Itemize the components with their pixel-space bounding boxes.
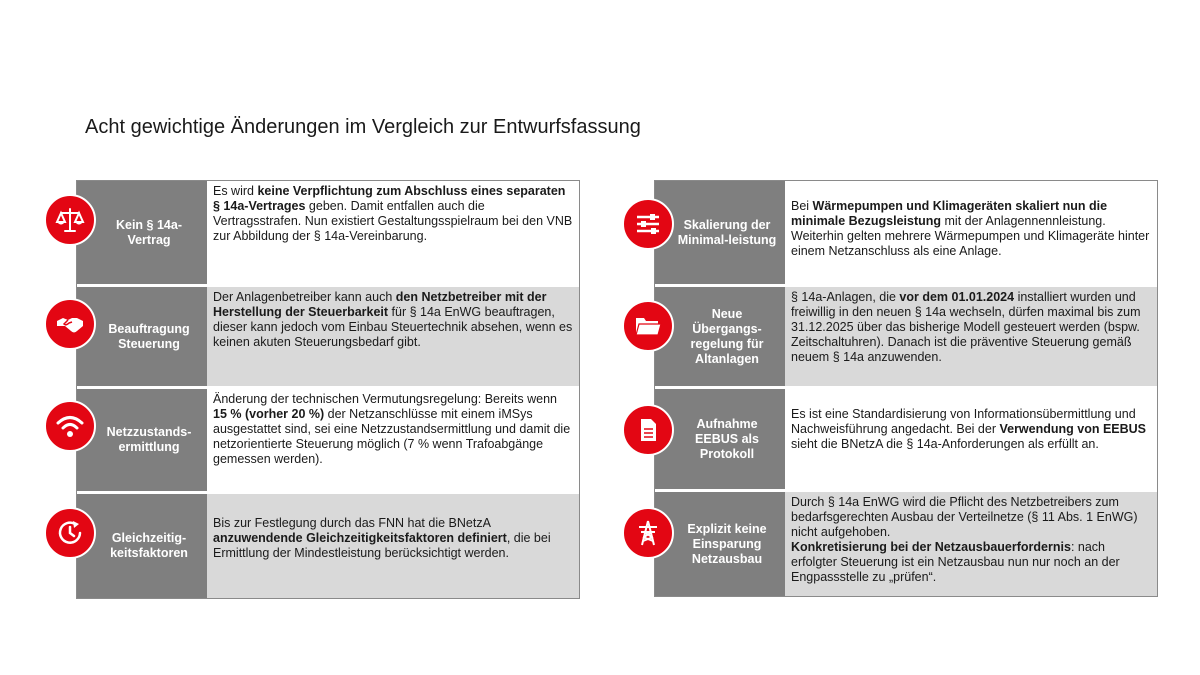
row-netzzustand <box>77 389 579 491</box>
row-text: § 14a-Anlagen, die vor dem 01.01.2024 installiert wurden und freiwillig in den neuen § 14a wechseln, dürfen maximal bis zum 31.12.2025 über das bisherige Modell gesteuert werden (bspw. Zeitschaltuhren). Danach ist die präventive Steuerung gemäß neuem § 14a anzuwenden. <box>785 287 1157 386</box>
row-label: Beauftragung Steuerung <box>77 287 207 386</box>
right-column <box>654 180 1158 597</box>
row-beauftragung <box>77 287 579 386</box>
row-label: Explizit keine Einsparung Netzausbau <box>655 492 785 596</box>
row-text: Bis zur Festlegung durch das FNN hat die BNetzA anzuwendende Gleichzeitigkeitsfaktoren definiert, die bei Ermittlung der Mindestleistung berücksichtigt werden. <box>207 494 579 598</box>
row-uebergang <box>655 287 1157 386</box>
row-label: Gleichzeitig-keitsfaktoren <box>77 494 207 598</box>
row-skalierung <box>655 181 1157 284</box>
row-label: Skalierung der Minimal-leistung <box>655 181 785 284</box>
row-label: Kein § 14a-Vertrag <box>77 181 207 284</box>
row-netzausbau <box>655 492 1157 596</box>
row-text: Änderung der technischen Vermutungsregelung: Bereits wenn 15 % (vorher 20 %) der Netzanschlüsse mit einem iMSys ausgestattet sind, sei eine Netzzustandsermittlung und damit die netzorientierte Steuerung möglich (7 % wenn Trafoabgänge gemessen werden). <box>213 392 571 466</box>
row-label: Aufnahme EEBUS als Protokoll <box>655 389 785 489</box>
wifi-icon <box>44 400 96 452</box>
clock-icon <box>44 507 96 559</box>
folder-icon <box>622 300 674 352</box>
scales-icon <box>44 194 96 246</box>
row-label: Neue Übergangs-regelung für Altanlagen <box>655 287 785 386</box>
row-gleichzeitigkeit <box>77 494 579 598</box>
row-text: Der Anlagenbetreiber kann auch den Netzbetreiber mit der Herstellung der Steuerbarkeit für § 14a EnWG beauftragen, dieser kann jedoch vom Einbau Steuertechnik absehen, wenn es keinen akuten Steuerungsbedarf gibt. <box>207 287 579 386</box>
row-text: Bei Wärmepumpen und Klimageräten skaliert nun die minimale Bezugsleistung mit der Anlagennennleistung. Weiterhin gelten mehrere Wärmepumpen und Klimageräte hinter einem Netzanschluss als eine Anlage. <box>791 199 1150 258</box>
handshake-icon <box>44 298 96 350</box>
row-text: Durch § 14a EnWG wird die Pflicht des Netzbetreibers zum bedarfsgerechten Ausbau der Verteilnetze (§ 11 Abs. 1 EnWG) nicht aufgehoben. Konkretisierung bei der Netzausbauerfordernis: nach erfolgter Steuerung ist ein Netzausbau nun nur noch an der Engpassstelle zu „prüfen“. <box>785 492 1157 596</box>
power-pylon-icon <box>622 507 674 559</box>
left-column <box>76 180 580 599</box>
sliders-icon <box>622 198 674 250</box>
row-text: Es wird keine Verpflichtung zum Abschluss eines separaten § 14a-Vertrages geben. Damit entfallen auch die Vertragsstrafen. Nun existiert Gestaltungsspielraum bei den VNB zur Abbildung der § 14a-Vereinbarung. <box>213 184 573 243</box>
row-text: Es ist eine Standardisierung von Informationsübermittlung und Nachweisführung angedacht. Bei der Verwendung von EEBUS sieht die BNetzA die § 14a-Anforderungen als erfüllt an. <box>791 407 1147 451</box>
row-eebus <box>655 389 1157 489</box>
row-kein-vertrag <box>77 181 579 284</box>
page-title: Acht gewichtige Änderungen im Vergleich zur Entwurfsfassung <box>85 116 641 138</box>
row-label: Netzzustands-ermittlung <box>77 389 207 491</box>
document-icon <box>622 404 674 456</box>
